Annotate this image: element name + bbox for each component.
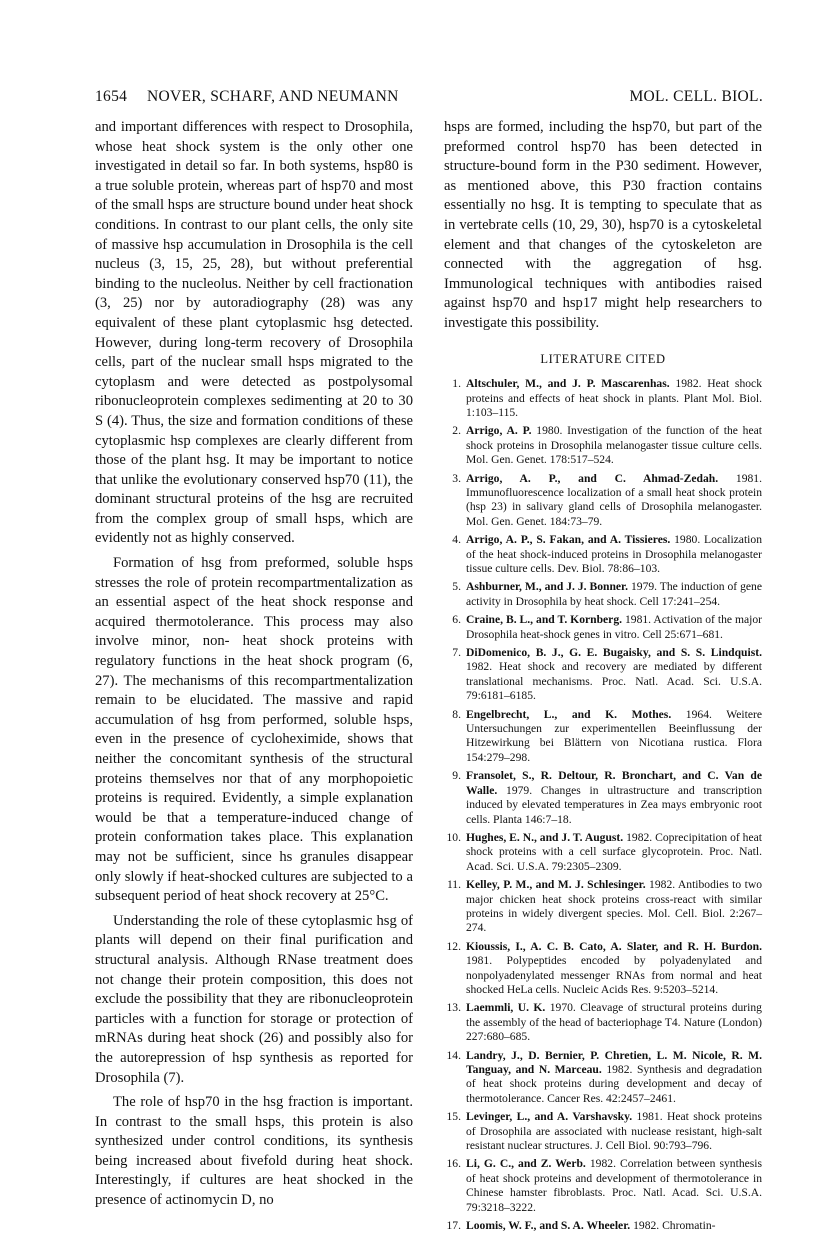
reference-text: [466, 472, 762, 530]
reference-details: 1980. Investigation of the function of the heat shock proteins in Drosophila melanogaster tissue culture cells. Mol. Gen. Genet. 178:517–524.: [466, 424, 762, 467]
reference-number: 11.: [446, 878, 461, 892]
paragraph: hsps are formed, including the hsp70, but part of the preformed control hsp70 has been detected in structure-bound form in the P30 sediment. However, as mentioned above, this P30 fraction contains essentially no hsg. It is tempting to speculate that as in vertebrate cells (10, 29, 30), hsp70 is a cytoskeletal element and that changes of the cytoskeleton are connected with the aggregation of hsg. Immunological techniques with antibodies raised against hsp70 and hsp17 might help researchers to investigate this possibility.: [444, 119, 762, 331]
reference-authors: Landry, J., D. Bernier, P. Chretien, L. M. Nicole, R. M. Tanguay, and N. Marceau.: [466, 1048, 762, 1076]
literature-cited-heading: LITERATURE CITED: [540, 351, 666, 366]
paragraph: and important differences with respect to Drosophila, whose heat shock system is the only other one investigated in detail so far. In both systems, hsp80 is a true soluble protein, whereas part of hsp70 and most of the small hsps are structure bound under heat shock conditions. In contrast to our plant cells, the only site of massive hsp accumulation in Drosophila is the cell nucleus (3, 15, 25, 28), but without preferential binding to the nucleolus. Neither by cell fractionation (3, 25) nor by autoradiography (28) was any equivalent of these plant cytoplasmic hsg detected. However, during long-term recovery of Drosophila cells, part of the nuclear small hsps migrated to the cytoplasm and were detected as postpolysomal ribonucleoprotein complexes sedimenting at 20 to 30 S (4). Thus, the size and formation conditions of these cytoplasmic hsp complexes are clearly different from those of the plant hsg. It may be important to notice that unlike the evolutionary conserved hsp70 (11), the dominant structural proteins of the hsg are recruited from the complex group of small hsps, which are evidently not as highly conserved.: [95, 119, 413, 547]
reference-authors: Fransolet, S., R. Deltour, R. Bronchart, and C. Van de Walle.: [466, 769, 762, 797]
reference-authors: Ashburner, M., and J. J. Bonner.: [466, 580, 629, 594]
reference-item: [444, 940, 762, 998]
reference-item: [444, 613, 762, 642]
reference-details: 1980. Localization of the heat shock-induced proteins in Drosophila melanogaster tissue culture cells. Dev. Biol. 78:86–103.: [466, 533, 762, 575]
reference-number: 1.: [452, 377, 461, 391]
reference-number: 16.: [446, 1157, 461, 1171]
reference-details: 1982. Coprecipitation of heat shock proteins with a cell surface glycoprotein. Proc. Natl. Acad. Sci. U.S.A. 79:2305–2309.: [466, 830, 762, 873]
reference-text: [466, 1049, 762, 1107]
reference-item: [444, 1049, 762, 1107]
reference-number: 12.: [446, 939, 461, 953]
reference-text: [466, 940, 762, 998]
reference-item: [444, 1001, 762, 1044]
reference-authors: Engelbrecht, L., and K. Mothes.: [466, 707, 672, 721]
reference-authors: Craine, B. L., and T. Kornberg.: [466, 613, 623, 627]
paragraph: Formation of hsg from preformed, soluble hsps stresses the role of protein recompartmentalization as an essential aspect of the heat shock response and acquired thermotolerance. This process may also involve minor, non- heat shock proteins with regulatory functions in the heat shock program (6, 27). The mechanisms of this recompartmentalization remain to be elucidated. The massive and rapid accumulation of hsg from performed, soluble hsps, even in the presence of cycloheximide, shows that neither the concomitant synthesis of the structural proteins themselves nor that of any morphopoietic proteins is required. Evidently, a simple explanation would be that a temperature-induced change of protein conformation takes place. This explanation may not be sufficient, since hs granules disappear only slowly if heat-shocked cultures are subjected to a subsequent period of heat shock recovery at 25°C.: [95, 555, 413, 905]
reference-text: [466, 878, 762, 936]
reference-authors: Loomis, W. F., and S. A. Wheeler.: [466, 1219, 631, 1233]
reference-details: 1982. Heat shock proteins and effects of heat shock in plants. Plant Mol. Biol. 1:103–115.: [466, 377, 762, 419]
reference-authors: Arrigo, A. P., and C. Ahmad-Zedah.: [466, 471, 719, 485]
reference-text: [466, 1219, 762, 1233]
reference-details: 1970. Cleavage of structural proteins during the assembly of the head of bacteriophage T4. Nature (London) 227:680–685.: [466, 1001, 762, 1044]
right-column: [444, 118, 762, 1237]
reference-item: [444, 831, 762, 874]
reference-text: [466, 1001, 762, 1044]
paragraph: Understanding the role of these cytoplasmic hsg of plants will depend on their final purification and structural analysis. Although RNase treatment does not change their protein composition, this does not exclude the possibility that they are ribonucleoprotein particles with a function for storage or protection of mRNAs during heat shock (26) and possibly also for the autorepression of hsp synthesis as reported for Drosophila (7).: [95, 912, 413, 1086]
reference-item: [444, 580, 762, 609]
reference-details: 1981. Polypeptides encoded by polyadenylated and nonpolyadenylated messenger RNAs from normal and heat shocked HeLa cells. Nucleic Acids Res. 9:5203–5214.: [466, 954, 762, 996]
reference-details: 1982. Heat shock and recovery are mediated by different translational mechanisms. Proc. Natl. Acad. Sci. U.S.A. 79:6181–6185.: [466, 660, 762, 703]
reference-text: [466, 580, 762, 609]
reference-authors: Arrigo, A. P., S. Fakan, and A. Tissieres.: [466, 533, 671, 547]
reference-item: [444, 1110, 762, 1153]
reference-number: 15.: [446, 1110, 461, 1124]
reference-text: [466, 1157, 762, 1215]
reference-authors: Arrigo, A. P.: [466, 424, 532, 438]
reference-item: [444, 424, 762, 467]
reference-authors: Hughes, E. N., and J. T. August.: [466, 830, 624, 844]
running-head-authors: NOVER, SCHARF, AND NEUMANN: [147, 88, 399, 105]
reference-details: 1981. Heat shock proteins of Drosophila are associated with nuclease resistant, high-salt resistant nuclear structures. J. Cell Biol. 90:793–796.: [466, 1110, 762, 1153]
reference-details: 1982. Synthesis and degradation of heat shock proteins during development and decay of thermotolerance. Cancer Res. 42:2457–2461.: [466, 1063, 762, 1105]
left-column: [95, 118, 413, 1211]
journal-name: MOL. CELL. BIOL.: [629, 88, 763, 105]
reference-number: 10.: [446, 830, 461, 844]
reference-item: [444, 708, 762, 766]
reference-number: 17.: [446, 1219, 461, 1233]
reference-item: [444, 472, 762, 530]
reference-details: 1981. Activation of the major Drosophila heat-shock genes in vitro. Cell 25:671–681.: [466, 613, 762, 641]
reference-text: [466, 708, 762, 766]
reference-number: 14.: [446, 1048, 461, 1062]
reference-details: 1982. Chromatin-: [633, 1219, 716, 1233]
reference-number: 8.: [452, 707, 461, 721]
reference-number: 13.: [446, 1001, 461, 1015]
reference-text: [466, 377, 762, 420]
reference-authors: Altschuler, M., and J. P. Mascarenhas.: [466, 377, 670, 391]
reference-authors: DiDomenico, B. J., G. E. Bugaisky, and S. S. Lindquist.: [466, 646, 762, 660]
reference-text: [466, 424, 762, 467]
reference-number: 5.: [452, 580, 461, 594]
reference-details: 1982. Antibodies to two major chicken heat shock proteins cross-react with similar proteins in widely divergent species. Mol. Cell. Biol. 2:267–274.: [466, 878, 762, 935]
reference-text: [466, 1110, 762, 1153]
reference-text: [466, 533, 762, 576]
reference-details: 1979. The induction of gene activity in Drosophila by heat shock. Cell 17:241–254.: [466, 580, 762, 608]
reference-item: [444, 533, 762, 576]
reference-text: [466, 613, 762, 642]
reference-authors: Laemmli, U. K.: [466, 1001, 546, 1015]
reference-item: [444, 646, 762, 704]
reference-authors: Levinger, L., and A. Varshavsky.: [466, 1110, 633, 1124]
reference-text: [466, 831, 762, 874]
reference-details: 1981. Immunofluorescence localization of a small heat shock protein (hsp 23) in salivary gland cells of Drosophila melanogaster. Mol. Gen. Genet. 184:73–79.: [466, 471, 762, 528]
reference-number: 7.: [452, 646, 461, 660]
reference-number: 2.: [452, 424, 461, 438]
reference-item: [444, 1219, 762, 1233]
reference-list: [444, 377, 762, 1233]
reference-number: 9.: [452, 769, 461, 783]
reference-item: [444, 878, 762, 936]
reference-number: 6.: [452, 613, 461, 627]
reference-details: 1964. Weitere Untersuchungen zur experimentellen Beeinflussung der Hitzewirkung bei Blättern von Nicotiana rustica. Flora 154:279–298.: [466, 707, 762, 764]
paragraph: The role of hsp70 in the hsg fraction is important. In contrast to the small hsps, this protein is also synthesized under control conditions, its synthesis being increased about fivefold during heat shock. Interestingly, if cultures are heat shocked in the presence of actinomycin D, no: [95, 1094, 413, 1209]
reference-number: 3.: [452, 471, 461, 485]
reference-text: [466, 646, 762, 704]
running-header: [95, 88, 763, 112]
reference-item: [444, 377, 762, 420]
reference-details: 1979. Changes in ultrastructure and transcription induced by elevated temperatures in Zea mays embryonic root cells. Planta 146:7–18.: [466, 783, 762, 826]
reference-item: [444, 1157, 762, 1215]
reference-authors: Kioussis, I., A. C. B. Cato, A. Slater, and R. H. Burdon.: [466, 939, 762, 953]
reference-number: 4.: [452, 533, 461, 547]
reference-item: [444, 769, 762, 827]
reference-text: [466, 769, 762, 827]
reference-authors: Li, G. C., and Z. Werb.: [466, 1157, 586, 1171]
reference-authors: Kelley, P. M., and M. J. Schlesinger.: [466, 878, 646, 892]
page-number: 1654: [95, 88, 128, 105]
reference-details: 1982. Correlation between synthesis of heat shock proteins and development of thermotolerance in Chinese hamster fibroblasts. Proc. Natl. Acad. Sci. U.S.A. 79:3218–3222.: [466, 1157, 763, 1214]
